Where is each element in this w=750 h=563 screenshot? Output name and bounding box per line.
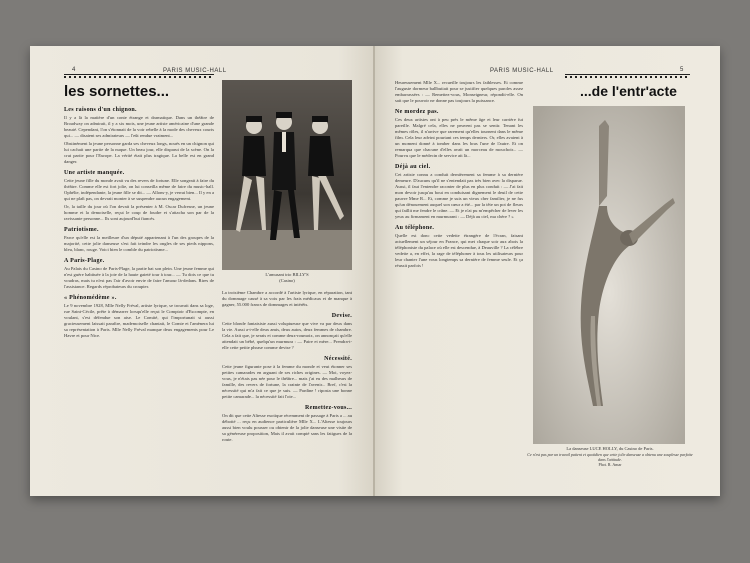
article-heading: Patriotisme. [64, 227, 99, 233]
article-text: Au Palais du Casino de Paris-Plage, la partie bat son plein. Une jeune femme qui n'est guère habituée à la joie de la haute gaieté tour à tour... — Tu dois ce que tu voudras, mais tu n'est pas l'air d'avoir envie de faire l'amour là-dedans. Rires de l'assistance. Regards réprobateurs du croupier. [64, 266, 214, 289]
article-text: Obstinément la jeune personne garda ses cheveux longs, noués en un chignon qui lui cachait une partie de la nuque. Un beau jour, elle disparut de la scène. On la crut partie pour l'Europe. La vérité était plus tragique. La belle est en grand danger. [64, 141, 214, 164]
article-text: Parce qu'elle est la meilleure d'un député appartenant à l'un des groupes de la majorité, cette jolie danseuse s'est fait teindre les ongles de ses pieds nippons, bleu, blanc, rouge. Voici bien le comble du patriotisme... [64, 235, 214, 252]
article-block [64, 170, 214, 202]
article-block [395, 109, 523, 159]
left-dotted-rule [64, 74, 214, 78]
article-block [222, 313, 352, 351]
article-heading: Une artiste manquée. [64, 170, 125, 176]
article-text: Or, la taille du jour où l'on devait la présenter à M. Oscar Dufresne, un jeune homme et la demoiselle, reçut le coup de foudre et s'attacha son par de la ravissante personne... Ils sont aujourd'hui fiancés. [64, 204, 214, 221]
article-block [222, 290, 352, 308]
trio-caption [222, 272, 352, 284]
article-text: La troisième Chambre a accordé à l'artiste lyrique, en réparation, tant du dommage causé à sa voix par les frais médicaux et de manque à gagner, 55.000 francs de dommages et intérêts. [222, 290, 352, 307]
article-heading: Au téléphone. [395, 225, 435, 231]
dancer-photo [533, 106, 685, 444]
right-page-number: 5 [680, 67, 684, 73]
article-text: On dit que cette Altesse exotique récemment de passage à Paris a ... au débotté ... reçu en audience particulière Mlle X... L'Altesse toujours aussi bien voulu pousser ou obtenir de la jolie danseuse une visite de sa généreuse proposition, Mais il avait compté sans les fatigues de la route. [222, 413, 352, 442]
article-text: Ces deux artistes ont à peu près le même âge et leur carrière fut pareille. Malgré cela, elles ne peuvent pas se sentir. Tenant les mêmes rôles, il n'arrive que rarement qu'elles tournent dans le même film. Cela leur advint pourtant ces temps derniers. Or, elles avaient à un moment donné à tomber dans les bras l'une de l'autre. Et on remarqua que chacune d'elles avait un morceau de mouchoir... — Pourvu que le médecin de service ait là... [395, 117, 523, 158]
right-page [375, 46, 720, 496]
article-block [395, 164, 523, 220]
magazine-spread [30, 46, 720, 496]
dancer-caption [527, 446, 693, 468]
dancer-caption-text: Ce n'est pas par un travail patient et quotidien que cette jolie danseuse a obtenu une souplesse parfaite dans l'attitude. [527, 452, 693, 462]
left-column-2 [222, 290, 352, 443]
article-block [395, 80, 523, 104]
article-block [64, 204, 214, 222]
article-block [222, 356, 352, 400]
trio-photo [222, 80, 352, 270]
article-text: Cette jeune fille du monde avait vu des revers de fortune. Elle songeait à faire du théâtre. Comme elle est fort jolie, on lui conseilla même de faire du music-hall. Ophélie, indépendante, la jeune fille se dit... — Allons-y, je verrai bien... Il y en a qui ne plaît pas, on devrait monter à se suspendre aucun engagement. [64, 178, 214, 201]
article-heading: Nécessité. [324, 356, 352, 362]
trio-caption-title: L'amusant trio BILLY'S [265, 272, 309, 277]
left-page [30, 46, 373, 496]
article-heading: Remettez-vous... [305, 405, 352, 411]
article-text: Il y a là la matière d'un conte étrange et dramatique. Dans un théâtre de Broadway on admirait, il y a six mois, une jeune artiste américaine d'une grande beauté. Cependant, l'on s'étonnait de la voir rebelle à la mode des cheveux courts qui... — disaient ses admirateurs — l'eût rendue vraiment... [64, 115, 214, 138]
dancer-photo-credit: Phot. R. Amar [598, 462, 622, 467]
article-heading: Les raisons d'un chignon. [64, 107, 137, 113]
article-heading: A Paris-Plage. [64, 258, 105, 264]
right-page-title: ...de l'entr'acte [580, 83, 677, 99]
article-block [64, 107, 214, 139]
left-running-head: PARIS MUSIC-HALL [163, 68, 227, 74]
article-text: Cette jeune figurante pose à la femme du monde et veut étonner ses petites camarades en arguant de ses riches origines. — Moi, voyez-vous, je n'étais pas née pour le théâtre... mais j'ai eu des malheurs de famille, des revers de fortune, la crainte de l'avenir... Bref, c'est la nécessité qui m'a fait ce que je suis. — Pardine ! riposta une bonne petite camarade... la nécessité fait l'oie... [222, 364, 352, 399]
article-block [64, 295, 214, 339]
article-heading: Devise. [331, 313, 352, 319]
right-running-head: PARIS MUSIC-HALL [490, 68, 554, 74]
article-block [395, 225, 523, 269]
article-heading: « Phénomédème ». [64, 295, 117, 301]
left-column-1 [64, 102, 214, 339]
trio-photo-image [222, 80, 352, 270]
article-text: Heureusement Mlle X... recueille toujours les faiblesses. Et comme l'auguste dormeur ballbutiait pour se justifier quelques paroles assez embarrassées : — Remettez-vous, Monseigneur, répondit-elle. On sait que le pouvoir ne donne pas toujours la puissance. [395, 80, 523, 103]
article-text: Quelle est donc cette vedette étrangère de l'écran, faisant actuellement un séjour en France, qui met chaque soir aux abois la téléphoniste du palace où elle est descendue, à Deauville ? La célèbre vedette a, en effet, la rage de téléphoner à tous les utilisateurs pour leur chanter l'une vous longtemps sa dernière de femme seule. Et ça réussit parfois ! [395, 233, 523, 268]
article-block [64, 227, 214, 253]
right-dotted-rule [565, 74, 690, 78]
left-page-title: les sornettes... [64, 83, 170, 100]
trio-caption-subtitle: (Casino) [279, 278, 295, 283]
left-page-number: 4 [72, 67, 76, 73]
article-heading: Déjà au ciel. [395, 164, 431, 170]
dancer-photo-image [533, 106, 685, 444]
article-heading: Ne mordez pas. [395, 109, 439, 115]
article-text: Cet artiste connu a conduit dernièrement sa femme à sa dernière demeure. D'aucuns qu'il ne s'entendait pas très bien avec la disparue. Aussi, il faut l'entendre raconter de plus en plus conduit : — J'ai fait mon devoir jusqu'au bout en conduisant dignement le deuil de cette pauvre Mme R... Et, comme je suis un vieux cher familier, je ne fus qu'un dénouement auquel son cœur a été... par la tête un pot de fleurs qui faillit me fendre le crâne. — Et je n'ai pu m'empêcher de lever les yeux au firmament en murmurant : — Déjà au ciel, ma chère ? » [395, 172, 523, 219]
article-text: Le 9 novembre 1928, Mlle Nelly Fréval, artiste lyrique, se trouvait dans sa loge, rue Saint-Cécile, prête à démarrer lorsqu'elle reçut le Comptoir d'Escompte, en voulant, s'est défendue son aise. Le Comité, qui l'importunait si aussi gracieusement laissait paraître, mademoiselle chantait, le Comte et l'amènera lui sa représentation à Paris. Mlle Nelly Fréval manque deux engagements pour Le Havre et pour Nice. [64, 303, 214, 338]
article-block [222, 405, 352, 443]
right-column-1 [395, 80, 523, 269]
article-block [64, 258, 214, 290]
article-block [64, 141, 214, 165]
article-text: Cette blonde fantaisiste aussi voluptueuse que vive va par deux dans la vie. Aussi a-t-elle deux amis, deux autos, deux femmes de chambre. Cela a fait que, je serais et comme deux-roumoix, on annonçait qu'elle attendait un bébé, quelqu'un murmura : — Paire et mère... Prendra-t-elle cette petite phrase comme devise ? [222, 321, 352, 350]
dancer-caption-title: La danseuse LUCE HOLLY, du Casino de Paris. [566, 446, 654, 451]
